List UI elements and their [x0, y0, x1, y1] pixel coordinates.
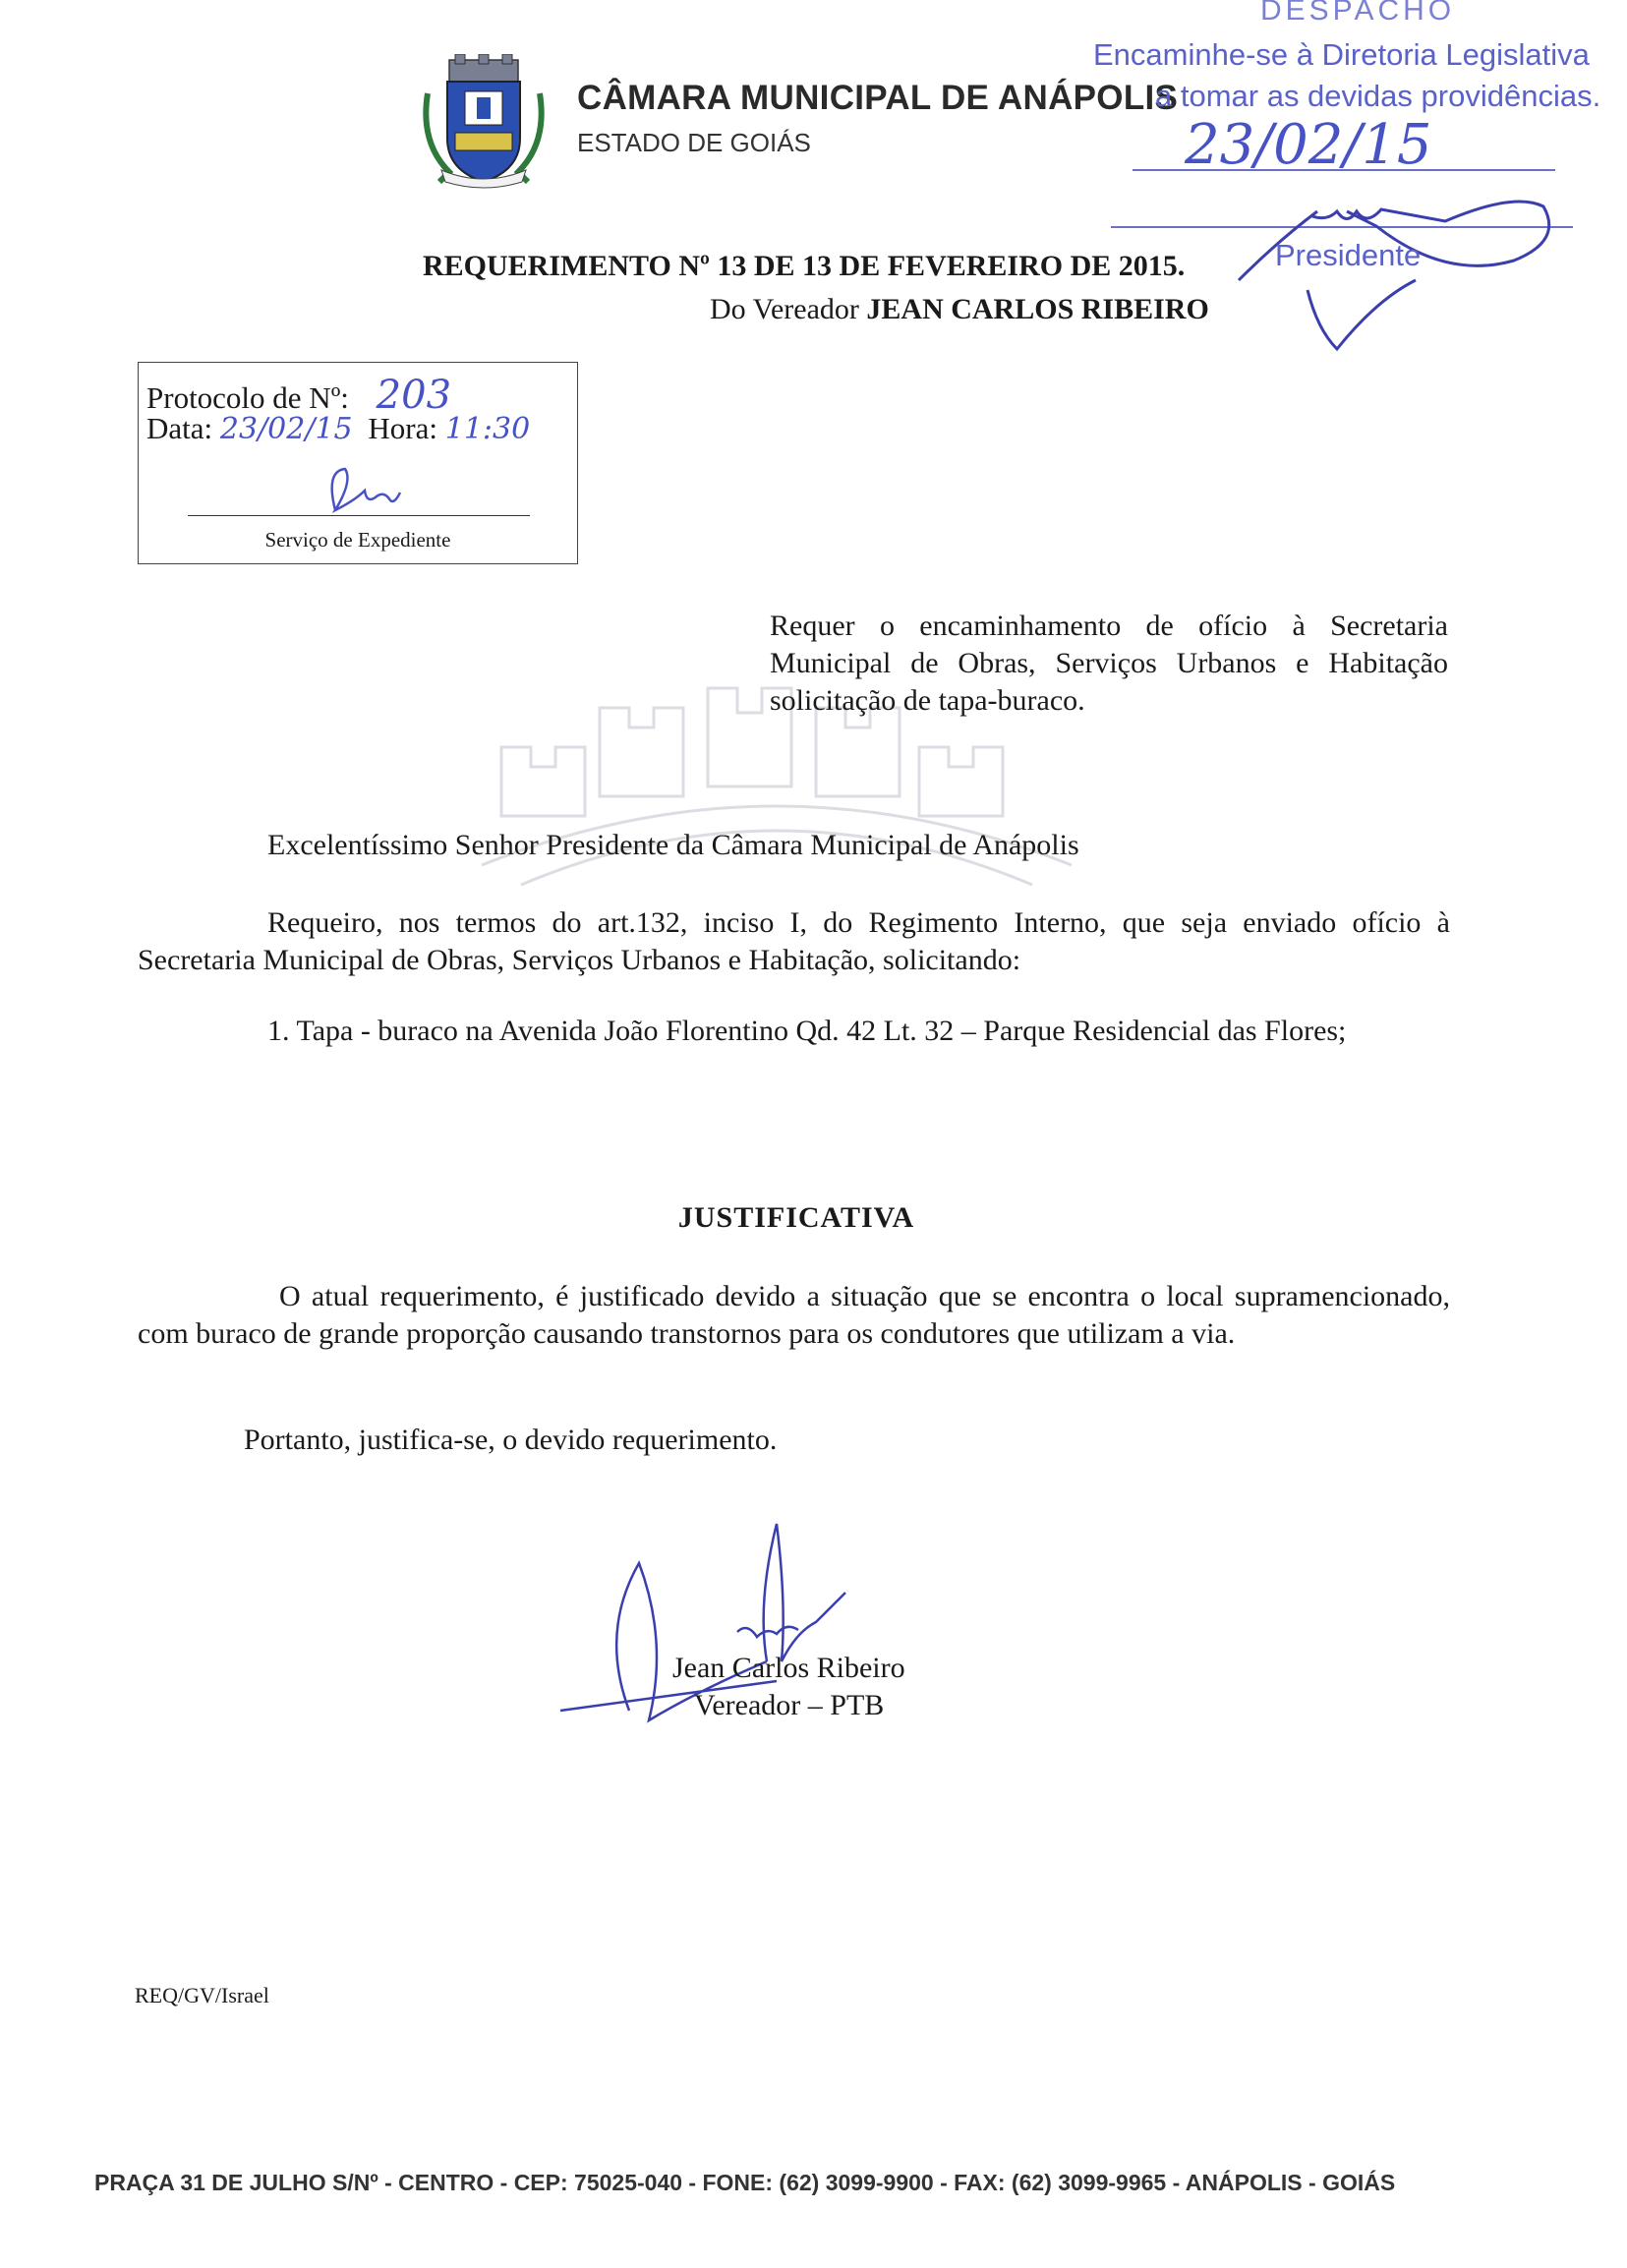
institution-subtitle: ESTADO DE GOIÁS — [577, 128, 811, 157]
author-prefix: Do Vereador — [710, 293, 859, 325]
stamp-date-handwritten — [1175, 106, 1548, 175]
stamp-date: 23/02/15 — [1185, 113, 1432, 177]
protocol-number-label: Protocolo de Nº: — [146, 380, 349, 415]
protocol-department: Serviço de Expediente — [264, 528, 451, 552]
request-paragraph: Requeiro, nos termos do art.132, inciso I, do Regimento Interno, que seja enviado ofício à Secretaria Municipal de Obras, Serviços Urbanos e Habitação, solicitando: — [138, 906, 1450, 976]
protocol-date-label: Data: — [146, 411, 213, 445]
protocol-initials-signature — [306, 461, 414, 520]
stamp-heading: DESPACHO — [1260, 0, 1456, 27]
signatory-name: Jean Carlos Ribeiro — [672, 1652, 905, 1684]
protocol-number: 203 — [376, 373, 452, 418]
protocol-box — [138, 362, 578, 564]
author-name: JEAN CARLOS RIBEIRO — [866, 293, 1209, 325]
address-footer: PRAÇA 31 DE JULHO S/Nº - CENTRO - CEP: 75025-040 - FONE: (62) 3099-9900 - FAX: (62) 3099-9965 - ANÁPOLIS - GOIÁS — [94, 2170, 1396, 2195]
salutation: Excelentíssimo Senhor Presidente da Câmara Municipal de Anápolis — [267, 829, 1079, 861]
justification-title: JUSTIFICATIVA — [677, 1201, 915, 1234]
signatory-role: Vereador – PTB — [694, 1689, 885, 1721]
justification-paragraph: O atual requerimento, é justificado devido a situação que se encontra o local supramencionado, com buraco de grande proporção causando transtornos para os condutores que utilizam a via. — [138, 1280, 1450, 1350]
stamp-date-line — [1133, 169, 1555, 171]
document-title: REQUERIMENTO Nº 13 DE 13 DE FEVEREIRO DE 2015. — [423, 250, 1186, 282]
document-reference: REQ/GV/Israel — [135, 1983, 269, 2007]
protocol-time: 11:30 — [444, 412, 531, 446]
protocol-signature-line — [188, 515, 530, 516]
stamp-signer-label: Presidente — [1275, 238, 1422, 272]
request-summary: Requer o encaminhamento de ofício à Secretaria Municipal de Obras, Serviços Urbanos e Habitação solicitação de tapa-buraco. — [770, 610, 1448, 717]
protocol-date: 23/02/15 — [219, 412, 353, 446]
protocol-date-row — [146, 411, 530, 446]
request-item: 1. Tapa - buraco na Avenida João Florentino Qd. 42 Lt. 32 – Parque Residencial das Flores; — [267, 1015, 1347, 1047]
justification-closing: Portanto, justifica-se, o devido requerimento. — [244, 1424, 778, 1456]
coat-of-arms-logo — [420, 54, 548, 192]
councillor-signature — [541, 1514, 954, 1760]
document-author — [710, 293, 1209, 326]
stamp-instruction-line1: Encaminhe-se à Diretoria Legislativa — [1093, 37, 1590, 72]
institution-title: CÂMARA MUNICIPAL DE ANÁPOLIS — [577, 79, 1179, 117]
stamp-instruction-line2: a tomar as devidas providências. — [1155, 79, 1601, 113]
protocol-time-label: Hora: — [368, 411, 437, 445]
